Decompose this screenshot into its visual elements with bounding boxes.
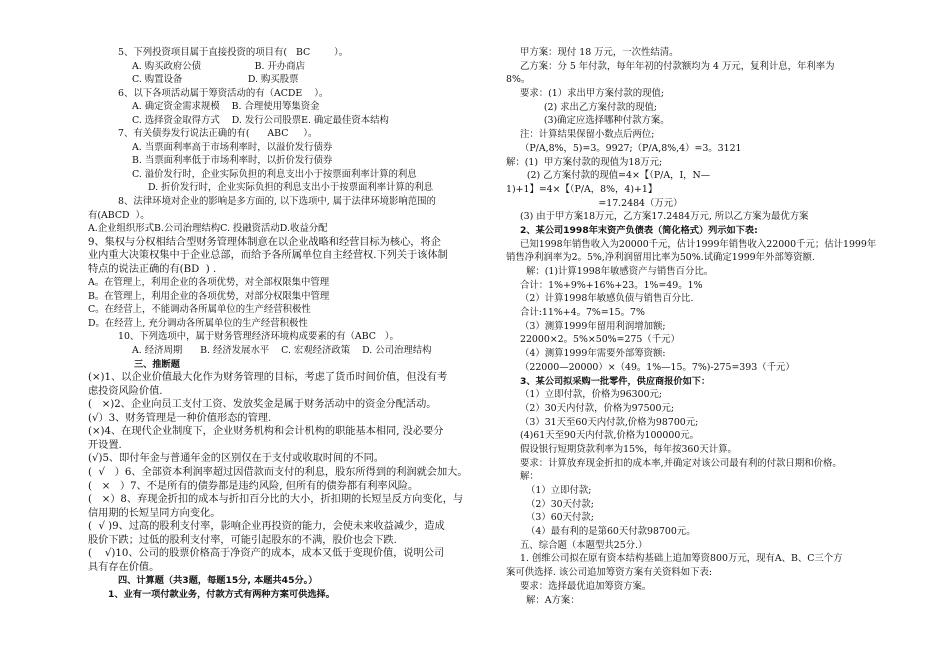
left-column-line: A。在管理上，利用企业的各项优势，对全部权限集中管理	[88, 277, 330, 289]
left-column-line: 虑投资风险价值.	[88, 385, 163, 397]
right-column-line: 要求：选择最优追加筹资方案。	[520, 580, 652, 592]
left-column-line: 10、下列选项中，属于财务管理经济环境构成要素的有（ABC ）。	[118, 331, 399, 343]
right-column-line: 注：计算结果保留小数点后两位;	[520, 129, 655, 141]
left-column-line: 开设置.	[88, 439, 122, 451]
left-column-line: 有(ABCD ）。	[88, 209, 150, 221]
right-column-line: (4)61天至90天内付款,价格为100000元。	[520, 430, 700, 442]
left-column-line: ( √ ）6、全部资本利润率超过因借款而支付的利息，股东所得到的利润就会加大。	[88, 466, 468, 478]
left-column-line: 具有存在价值。	[88, 561, 160, 573]
left-column	[88, 46, 478, 601]
left-column-line: 业内重大决策权集中于企业总部，而给予各所属单位自主经营权.下列关于该体制	[88, 250, 448, 262]
left-column-line: C。在经营上，不能调动各所属单位的生产经营积极性	[88, 304, 311, 316]
right-column-line: （1）立即付款;	[526, 485, 592, 496]
right-column-line: （3）测算1999年留用利润增加额;	[520, 320, 666, 332]
right-column-line: 解：	[520, 471, 539, 483]
left-column-line: A. 当票面利率高于市场利率时，以溢价发行债券	[132, 141, 333, 153]
right-column-line: （2）30天内付款，价格为97500元;	[520, 402, 675, 414]
right-column-line: （4）最有利的是第60天付款98700元。	[526, 526, 696, 538]
right-column-line: 要求：(1）求出甲方案付款的现值;	[520, 88, 665, 100]
right-column-line: 解：A方案：	[526, 594, 580, 606]
right-column-line: 假设银行短期贷款利率为15%，每年按360天计算。	[520, 443, 737, 455]
right-column	[506, 46, 886, 607]
left-column-line: (√)5、即付年金与普通年金的区别仅在于支付或收取时间的不同。	[88, 453, 384, 465]
left-column-line: C. 溢价发行时，企业实际负担的利息支出小于按票面利率计算的利息	[132, 168, 417, 180]
right-column-line: 甲方案：现付 18 万元，一次性结清。	[520, 47, 679, 58]
left-column-line: (×)4、在现代企业制度下，企业财务机构和会计机构的职能基本相同, 没必要分	[88, 426, 444, 438]
right-column-line: 案可供选择. 该公司追加筹资方案有关资料如下表:	[506, 567, 712, 579]
left-column-line: ( ×)2、企业向员工支付工资、发放奖金是属于财务活动中的资金分配活动。	[88, 399, 437, 411]
right-column-line: 五、综合题（本题型共25分.）	[520, 539, 648, 551]
right-column-line: 22000×2。5%×50%=275（千元）	[520, 334, 680, 346]
right-column-line: （3）60天付款;	[526, 512, 594, 524]
right-column-line: 要求：计算放弃现金折扣的成本率,并确定对该公司最有利的付款日期和价格。	[520, 457, 842, 469]
right-column-line: (2) 求出乙方案付款的现值;	[520, 101, 658, 113]
right-column-line: （2）计算1998年敏感负债与销售百分比.	[520, 293, 694, 305]
left-column-line: 信用期的长短呈同方向变化。	[88, 507, 221, 519]
left-column-line: (×)1、以企业价值最大化作为财务管理的目标，考虑了货币时间价值，但没有考	[88, 372, 448, 384]
left-column-line: 四、计算题（共3题，每题15分, 本题共45分。）	[118, 575, 318, 587]
left-column-line: 5、下列投资项目属于直接投资的项目有( BC ）。	[118, 47, 349, 58]
right-column-line: （P/A,8%，5)=3。9927;（P/A,8%,4）=3。3121	[520, 142, 742, 154]
left-column-line: 股价下跌；过低的股利支付率，可能引起股东的不满，股价也会下跌.	[88, 534, 397, 546]
right-column-line: 解：(1) 甲方案付款的现值为18万元;	[506, 156, 663, 168]
left-column-line: B。在管理上，利用企业的各项优势，对部分权限集中管理	[88, 290, 330, 302]
right-column-line: （2）30天付款;	[526, 498, 594, 510]
left-column-line: A.企业组织形式B.公司治理结构C. 投融资活动D.收益分配	[88, 223, 328, 235]
left-column-line: A. 确定资金需求规模 B. 合理使用筹集资金	[132, 101, 320, 113]
left-column-line: D. 折价发行时，企业实际负担的利息支出小于按票面利率计算的利息	[148, 182, 434, 194]
left-column-line: A. 购买政府公债 B. 开办商店	[132, 60, 305, 72]
left-column-line: 7、有关债券发行说法正确的有( ABC ）。	[118, 128, 318, 140]
right-column-line: （22000—20000）×（49。1%—15。7%)-275=393（千元）	[520, 361, 795, 373]
right-column-line: (3) 由于甲方案18万元，乙方案17.2484万元, 所以乙方案为最优方案	[520, 211, 809, 223]
right-column-line: 2、某公司1998年末资产负债表（简化格式）列示如下表:	[520, 224, 758, 236]
right-column-line: （3）31天至60天内付款,价格为98700元;	[520, 416, 699, 428]
left-column-line: (√）3、财务管理是一种价值形态的管理.	[88, 412, 272, 424]
right-column-line: 解：(1)计算1998年敏感资产与销售百分比。	[526, 266, 714, 277]
right-column-line: （4）测算1999年需要外部筹资额:	[520, 348, 666, 360]
left-column-line: 9、集权与分权相结合型财务管理体制意在以企业战略和经营目标为核心，将企	[88, 236, 441, 248]
right-column-line: 1)+1】=4×【（P/A，8%，4)+1】	[506, 183, 658, 195]
left-column-line: 1、业有一项付款业务，付款方式有两种方案可供选择。	[108, 588, 335, 600]
left-column-line: D。在经营上, 充分调动各所属单位的生产经营积极性	[88, 317, 308, 329]
left-column-line: ( ×）8、弃现金折扣的成本与折扣百分比的大小，折扣期的长短呈反方向变化，与	[88, 494, 464, 506]
left-column-line: ( √ )9、过高的股利支付率，影响企业再投资的能力，会使未来收益减少，造成	[88, 521, 445, 533]
right-column-line: 乙方案：分 5 年付款，每年年初的付款额均为 4 万元，复利计息，年利率为	[520, 60, 835, 72]
left-column-line: 8、法律环境对企业的影响是多方面的, 以下选项中, 属于法律环境影响范围的	[118, 196, 436, 208]
right-column-line: =17.2484（万元）	[506, 197, 683, 209]
left-column-line: 特点的说法正确的有(BD ) .	[88, 263, 217, 275]
left-column-line: C. 选择资金取得方式 D. 发行公司股票E. 确定最佳资本结构	[132, 114, 389, 126]
left-column-line: C. 购置设备 D. 购买股票	[132, 74, 299, 86]
right-column-line: 1. 创维公司拟在原有资本结构基础上追加筹资800万元，现有A、B、C三个方	[520, 553, 843, 565]
left-column-line: 三、推断题	[134, 358, 180, 370]
right-column-line: 已知1998年销售收入为20000千元，估计1999年销售收入22000千元；估计1999年	[520, 238, 877, 250]
left-column-line: A. 经济周期 B. 经济发展水平 C. 宏观经济政策 D. 公司治理结构	[132, 345, 432, 357]
right-column-line: 合计:11%+4。7%=15。7%	[520, 307, 645, 319]
left-column-line: ( × ）7、不是所有的债券都是违约风险, 但所有的债券都有利率风险。	[88, 480, 419, 492]
right-column-line: （1）立即付款，价格为96300元;	[520, 389, 663, 401]
right-column-line: 销售净利润率为2。5%,净利润留用比率为50%.试确定1999年外部筹资额.	[506, 252, 815, 264]
left-column-line: 6、以下各项活动属于筹资活动的有（ACDE ）。	[118, 87, 329, 99]
right-column-line: 8%。	[506, 74, 531, 86]
right-column-line: 3、某公司拟采购一批零件，供应商报价如下：	[520, 375, 711, 387]
right-column-line: (3)确定应选择哪种付款方案。	[520, 115, 670, 127]
left-column-line: B. 当票面利率低于市场利率时，以折价发行债券	[132, 155, 333, 167]
left-column-line: ( √)10、公司的股票价格高于净资产的成本，成本又低于变现价值，说明公司	[88, 548, 445, 560]
right-column-line: 合计：1%+9%+16%+23。1%=49。1%	[520, 279, 703, 291]
right-column-line: (2) 乙方案付款的现值=4×【（P/A，I，N—	[506, 170, 711, 182]
